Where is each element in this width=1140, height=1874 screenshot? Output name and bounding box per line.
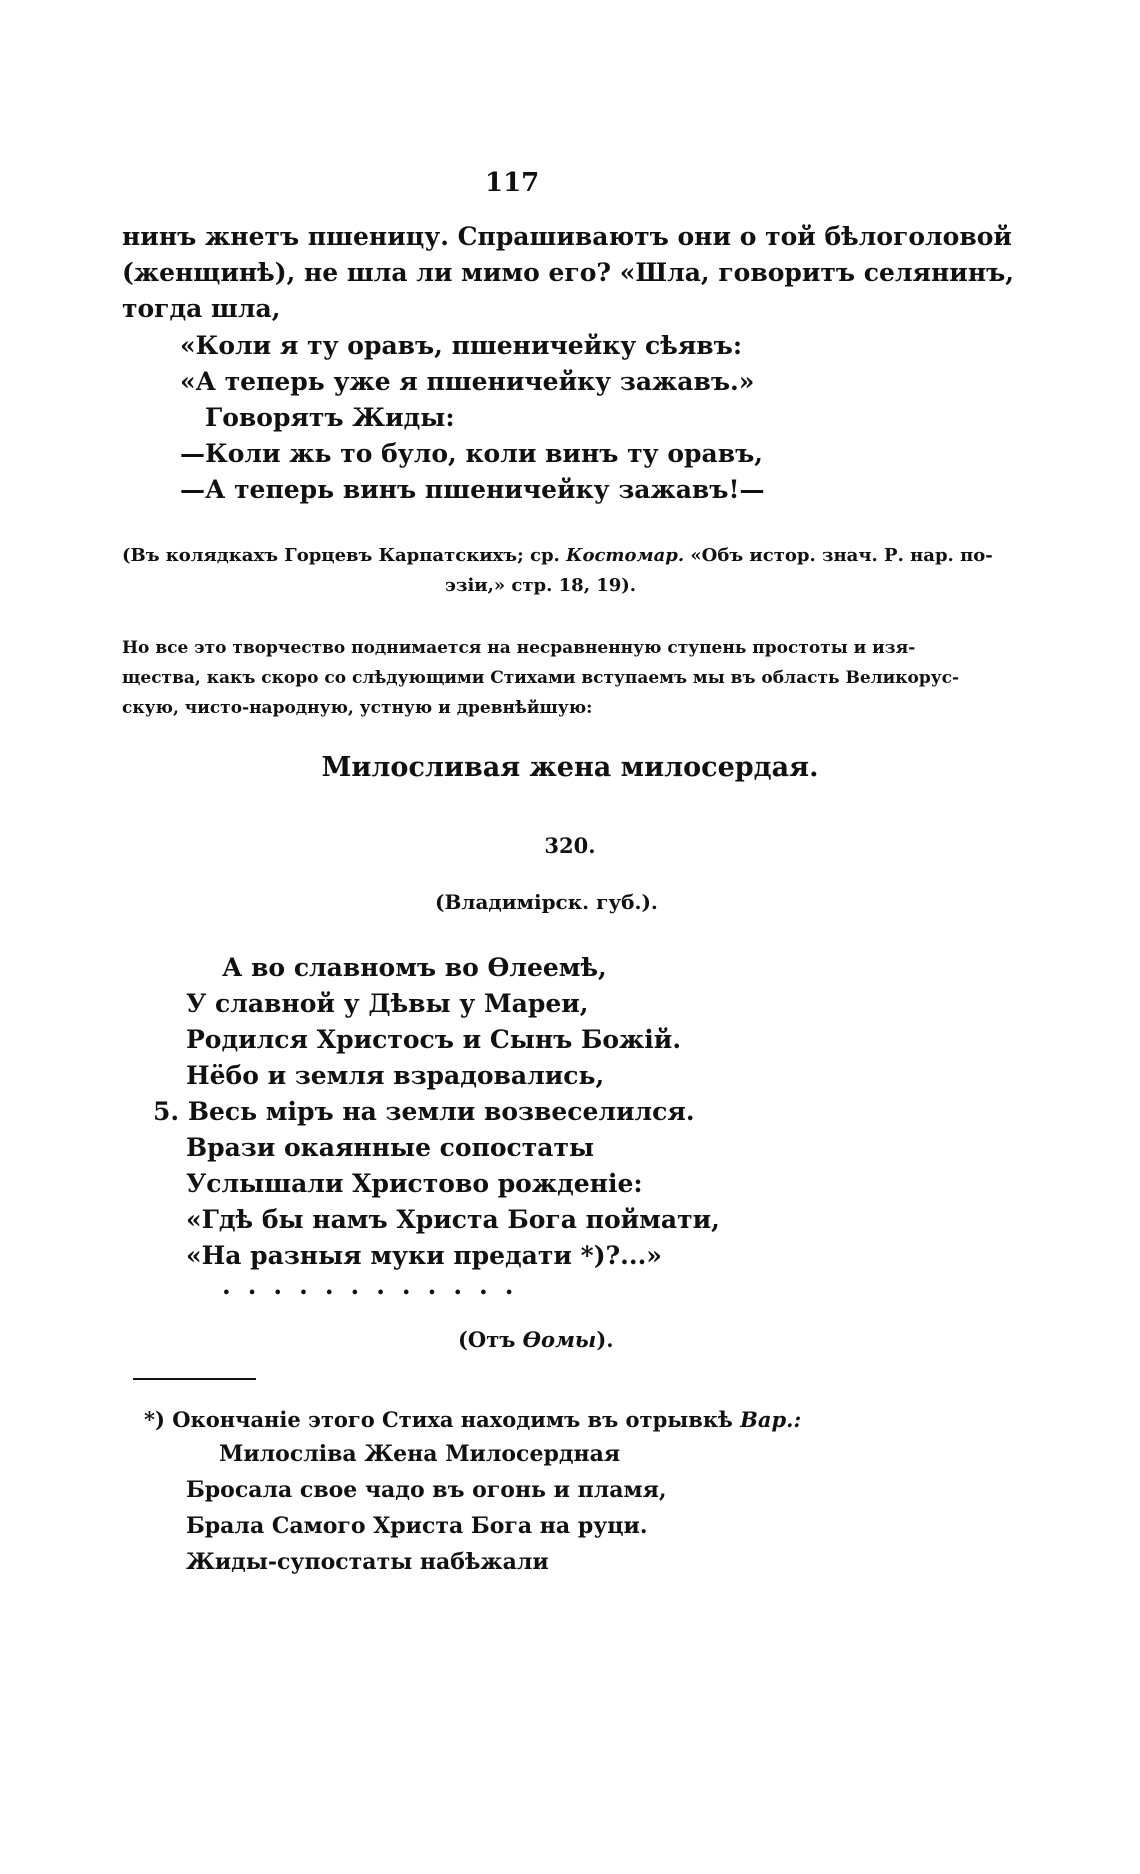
footnote-text: Окончаніе этого Стиха находимъ въ отрывкѣ [172,1407,733,1432]
poem2-line-2: У славной у Дѣвы у Мареи, [186,989,589,1018]
footnote-verse-4: Жиды-супостаты набѣжали [186,1549,549,1575]
footnote-var: Вар.: [740,1407,802,1432]
footnote-verse-3: Брала Самого Христа Бога на руци. [186,1513,648,1539]
poem1-line-1: «Коли я ту оравъ, пшеничейку сѣявъ: [180,331,743,360]
poem1-line-4: —Коли жь то було, коли винъ ту оравъ, [180,439,763,468]
poem1-line-2: «А теперь уже я пшеничейку зажавъ.» [180,367,755,396]
attribution [458,1327,614,1352]
poem1-line-3: Говорятъ Жиды: [205,403,455,432]
source-note-line-2: эзіи,» стр. 18, 19). [445,575,637,596]
poem2-line-5-text: Весь міръ на земли возвеселился. [187,1097,695,1126]
page-number: 117 [485,168,540,198]
poem2-line-5 [153,1097,695,1126]
song-number: 320. [544,833,596,858]
source-note-b: «Объ истор. знач. Р. нар. по- [690,545,993,566]
footnote-verse-2: Бросала свое чадо въ огонь и пламя, [186,1477,667,1503]
prose-line-1-text: нинъ жнетъ пшеницу. Спрашиваютъ они о той бѣлоголовой [122,222,1012,251]
prose-line-2: (женщинѣ), не шла ли мимо его? «Шла, говоритъ селянинъ, [122,258,1015,287]
intro-line-3: скую, чисто-народную, устную и древнѣйшую: [122,698,593,718]
source-note-author: Костомар. [566,545,685,566]
poem2-line-6: Врази окаянные сопостаты [186,1133,595,1162]
poem2-line-3: Родился Христосъ и Сынъ Божій. [186,1025,682,1054]
poem2-line-4: Нёбо и земля взрадовались, [186,1061,605,1090]
line-number-5: 5. [153,1097,180,1126]
source-note-a: (Въ колядкахъ Горцевъ Карпатскихъ; ср. [122,545,560,566]
footnote-divider [133,1378,256,1380]
poem2-line-8: «Гдѣ бы намъ Христа Бога поймати, [186,1205,720,1234]
attribution-suffix: ). [596,1327,614,1352]
attribution-prefix: (Отъ [458,1327,516,1352]
prose-line-1 [122,222,1012,251]
poem2-line-9: «На разныя муки предати *)?...» [186,1241,662,1270]
source-note-line-1 [122,545,993,566]
prose-line-3: тогда шла, [122,294,281,323]
song-title: Милосливая жена милосердая. [321,752,819,783]
poem1-line-5: —А теперь винъ пшеничейку зажавъ!— [180,475,765,504]
song-region: (Владимірск. губ.). [435,890,658,914]
poem2-line-7: Услышали Христово рожденіе: [186,1169,643,1198]
poem2-line-1: А во славномъ во Ѳлеемѣ, [222,953,607,982]
intro-line-1: Но все это творчество поднимается на несравненную ступень простоты и изя- [122,638,916,658]
footnote-marker: *) [144,1407,165,1432]
ellipsis-dots: ............ [222,1271,531,1300]
intro-line-2: щества, какъ скоро со слѣдующими Стихами вступаемъ мы въ область Великорус- [122,668,960,688]
attribution-name: Ѳомы [522,1327,597,1352]
footnote-verse-1: Милосліва Жена Милосердная [219,1441,621,1467]
footnote-line-1 [144,1407,801,1432]
